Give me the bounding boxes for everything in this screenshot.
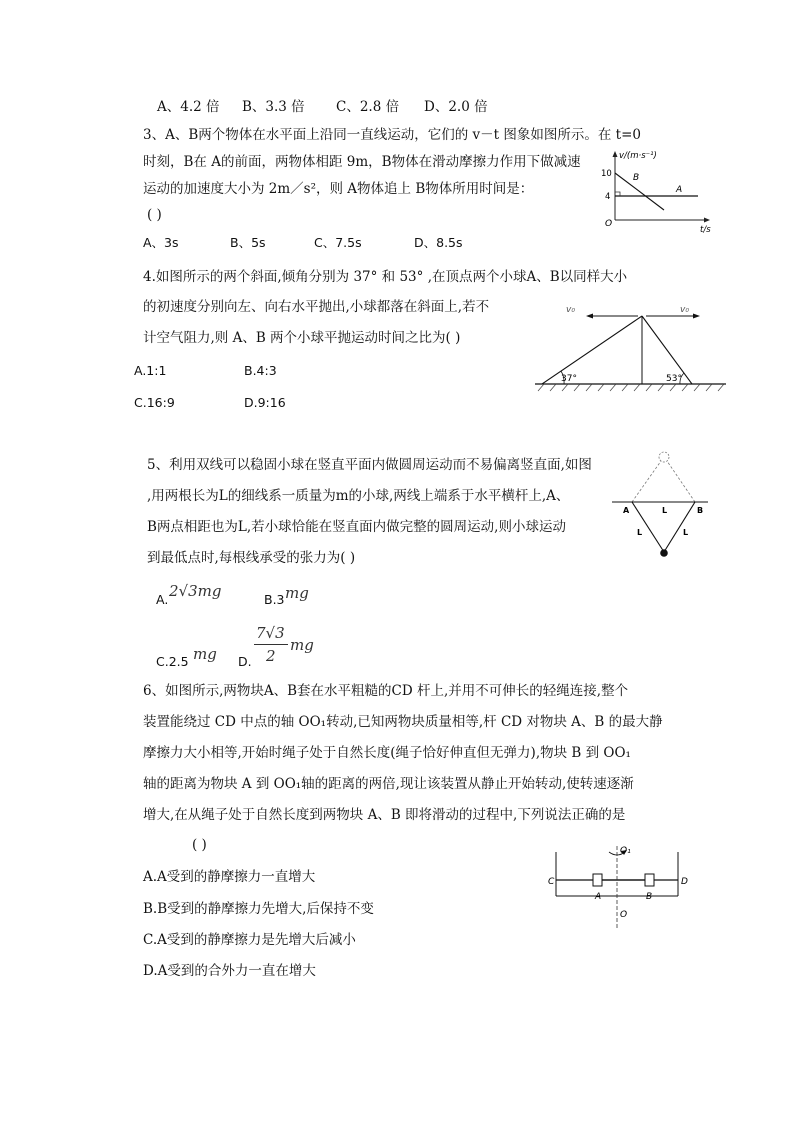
q6-option-c: C.A受到的静摩擦力是先增大后减小 xyxy=(143,932,356,948)
q3-vt-graph xyxy=(600,148,720,233)
q5-option-d-tail: mg xyxy=(290,636,314,654)
q6-option-d: D.A受到的合外力一直在增大 xyxy=(143,963,316,979)
q6-label-o1: O₁ xyxy=(620,846,631,856)
q5-option-d-denominator: 2 xyxy=(266,647,276,665)
q2-option-c: C、2.8 倍 xyxy=(336,99,400,115)
q2-option-a: A、4.2 倍 xyxy=(157,99,220,115)
q4-angle-37: 37° xyxy=(561,374,577,384)
graph-label-a: A xyxy=(676,185,683,195)
q3-option-a: A、3s xyxy=(143,235,179,250)
q6-label-c: C xyxy=(548,877,555,887)
q6-line2: 装置能绕过 CD 中点的轴 OO₁转动,已知两物块质量相等,杆 CD 对物块 A、B 的最大静 xyxy=(143,714,663,730)
q5-double-string-figure xyxy=(610,448,710,560)
q3-line2: 时刻，B在 A的前面，两物体相距 9m，B物体在滑动摩擦力作用下做减速 xyxy=(143,154,581,170)
q5-option-a-letter: A. xyxy=(156,592,169,607)
q5-point-a: A xyxy=(623,506,630,515)
q5-line4: 到最低点时,每根线承受的张力为( ) xyxy=(147,550,356,566)
graph-label-b: B xyxy=(633,173,640,183)
q5-length-top: L xyxy=(662,506,668,515)
graph-tick-4: 4 xyxy=(605,192,611,202)
q4-angle-53: 53° xyxy=(666,374,682,384)
q5-option-b-letter: B.3 xyxy=(264,592,285,607)
q5-line1: 5、利用双线可以稳固小球在竖直平面内做圆周运动而不易偏离竖直面,如图 xyxy=(147,457,592,473)
q6-line1: 6、如图所示,两物块A、B套在水平粗糙的CD 杆上,并用不可伸长的轻绳连接,整个 xyxy=(143,683,629,699)
q4-v0-right: v₀ xyxy=(680,305,689,315)
q5-option-a-expr: 2√3mg xyxy=(169,582,222,600)
q4-v0-left: v₀ xyxy=(566,305,575,315)
q5-point-b: B xyxy=(697,506,704,515)
q5-option-c-letter: C.2.5 xyxy=(156,654,189,669)
q5-option-d-fraction-bar xyxy=(254,644,288,645)
q5-line3: B两点相距也为L,若小球恰能在竖直面内做完整的圆周运动,则小球运动 xyxy=(147,519,566,535)
q4-line2: 的初速度分别向左、向右水平抛出,小球都落在斜面上,若不 xyxy=(143,299,490,315)
q5-line2: ,用两根长为L的细线系一质量为m的小球,两线上端系于水平横杆上,A、 xyxy=(147,488,570,504)
q4-incline-figure xyxy=(530,298,730,393)
q6-rotating-rod-figure xyxy=(548,838,694,930)
q5-option-c-expr: mg xyxy=(193,645,217,663)
graph-origin: O xyxy=(605,219,613,229)
q3-option-d: D、8.5s xyxy=(414,235,463,250)
q4-option-a: A.1:1 xyxy=(134,363,167,378)
q3-option-b: B、5s xyxy=(230,235,266,250)
q5-option-b-expr: mg xyxy=(285,584,309,602)
q6-line5: 增大,在从绳子处于自然长度到两物块 A、B 即将滑动的过程中,下列说法正确的是 xyxy=(143,807,626,823)
q6-label-a: A xyxy=(595,892,602,902)
q5-length-left: L xyxy=(637,528,643,537)
q6-label-d: D xyxy=(681,877,688,887)
q4-option-b: B.4:3 xyxy=(244,363,277,378)
q3-line1: 3、A、B两个物体在水平面上沿同一直线运动，它们的 v－t 图象如图所示。在 t=0 xyxy=(143,127,642,143)
q2-option-b: B、3.3 倍 xyxy=(242,99,305,115)
q6-label-b: B xyxy=(646,892,653,902)
q4-option-d: D.9:16 xyxy=(244,395,286,410)
graph-y-axis-label: v/(m·s⁻¹) xyxy=(619,151,657,161)
q6-answer-blank: ( ) xyxy=(192,837,207,853)
q3-answer-blank: ( ) xyxy=(147,207,162,223)
q3-line3: 运动的加速度大小为 2m／s²，则 A物体追上 B物体所用时间是： xyxy=(143,181,534,197)
q3-option-c: C、7.5s xyxy=(314,235,362,250)
q6-line4: 轴的距离为物块 A 到 OO₁轴的距离的两倍,现让该装置从静止开始转动,使转速逐渐 xyxy=(143,776,634,792)
q2-option-d: D、2.0 倍 xyxy=(424,99,488,115)
q4-line1: 4.如图所示的两个斜面,倾角分别为 37° 和 53° ,在顶点两个小球A、B以同样大小 xyxy=(143,269,628,285)
q4-line3: 计空气阻力,则 A、B 两个小球平抛运动时间之比为( ) xyxy=(143,330,461,346)
q6-option-a: A.A受到的静摩擦力一直增大 xyxy=(143,869,316,885)
q6-line3: 摩擦力大小相等,开始时绳子处于自然长度(绳子恰好伸直但无弹力),物块 B 到 OO₁ xyxy=(143,745,631,761)
graph-tick-10: 10 xyxy=(601,169,612,179)
q6-label-o: O xyxy=(620,910,628,920)
q4-option-c: C.16:9 xyxy=(134,395,175,410)
q5-length-right: L xyxy=(683,528,689,537)
q5-option-d-letter: D. xyxy=(238,654,252,669)
q5-option-d-numerator: 7√3 xyxy=(256,624,285,642)
graph-x-axis-label: t/s xyxy=(700,225,711,235)
q6-option-b: B.B受到的静摩擦力先增大,后保持不变 xyxy=(143,901,374,917)
